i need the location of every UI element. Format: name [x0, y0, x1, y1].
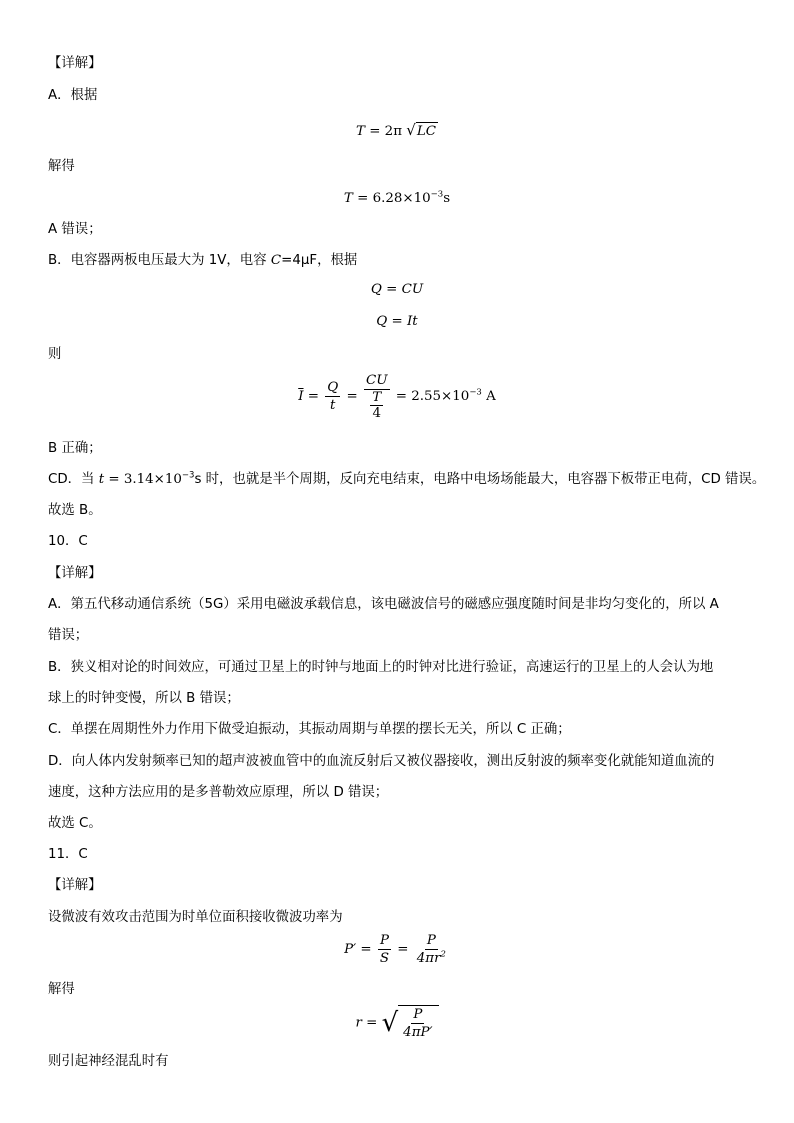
text-line: B．电容器两板电压最大为 1V，电容 C=4μF，根据 [48, 253, 358, 268]
sqrt-symbol: √ [406, 121, 416, 139]
section-heading-detail: 【详解】 [48, 566, 102, 581]
text-line: 设微波有效攻击范围为时单位面积接收微波功率为 [48, 910, 343, 925]
text-line: C．单摆在周期性外力作用下做受迫振动，其振动周期与单摆的摆长无关，所以 C 正确； [48, 722, 571, 737]
question-answer: 10．C [48, 534, 88, 549]
text-line: 解得 [48, 982, 75, 997]
fraction: $\frac{P}{4\pi P'}$ [403, 1007, 433, 1040]
text-line: A．根据 [48, 88, 98, 103]
sqrt-symbol: √ [381, 1007, 399, 1038]
fraction: $\frac{CU}{\frac{T}{4}}$ [365, 373, 388, 421]
text-line: 故选 C。 [48, 816, 102, 831]
text-line: 球上的时钟变慢，所以 B 错误； [48, 691, 240, 706]
text-line: CD．当 $t = 3.14\times 10^{-3}s$ 时，也就是半个周期，反向充电结束，电路中电场场能最大，电容器下板带正电荷，CD 错误。 [48, 470, 766, 487]
equation-period-value: $T = 6.28\times 10^{-3}s$ [343, 189, 451, 206]
text-line: 错误； [48, 628, 89, 643]
fraction: $\frac{P}{S}$ [379, 933, 390, 966]
text-line: 故选 B。 [48, 503, 102, 518]
section-heading-detail: 【详解】 [48, 56, 102, 71]
equation-average-current: $\overline{I}$ = $\frac{Q}{t}$ = $\frac{CU}{\frac{T}{4}}$ = $2.55\times 10^{-3}$ A [298, 373, 496, 421]
text-line: 解得 [48, 159, 75, 174]
section-heading-detail: 【详解】 [48, 878, 102, 893]
text-line: 速度，这种方法应用的是多普勒效应原理，所以 D 错误； [48, 785, 389, 800]
equation-power-density: P′ = $\frac{P}{S}$ = $\frac{P}{4\pi r^2}$ [344, 933, 446, 966]
equation-charge-current: Q = It [376, 314, 418, 329]
fraction: $\frac{T}{4}$ [372, 390, 382, 421]
equation-charge-capacitance: Q = CU [370, 282, 424, 297]
question-answer: 11．C [48, 847, 88, 862]
text-line: 则引起神经混乱时有 [48, 1054, 169, 1069]
text-line: 则 [48, 347, 62, 362]
text-line: B 正确； [48, 441, 102, 456]
text-line: B．狭义相对论的时间效应，可通过卫星上的时钟与地面上的时钟对比进行验证，高速运行的卫星上的人会认为地 [48, 660, 714, 675]
fraction: $\frac{Q}{t}$ [327, 380, 339, 413]
text-line: D．向人体内发射频率已知的超声波被血管中的血流反射后又被仪器接收，测出反射波的频率变化就能知道血流的 [48, 754, 715, 769]
fraction: $\frac{P}{4\pi r^2}$ [416, 933, 446, 966]
text-line: A．第五代移动通信系统（5G）采用电磁波承载信息，该电磁波信号的磁感应强度随时间是非均匀变化的，所以 A [48, 597, 719, 612]
text-line: A 错误； [48, 222, 102, 237]
equation-period: T = 2π √LC [356, 121, 436, 139]
equation-radius: r = √ $\frac{P}{4\pi P'}$ [0, 1005, 794, 1041]
